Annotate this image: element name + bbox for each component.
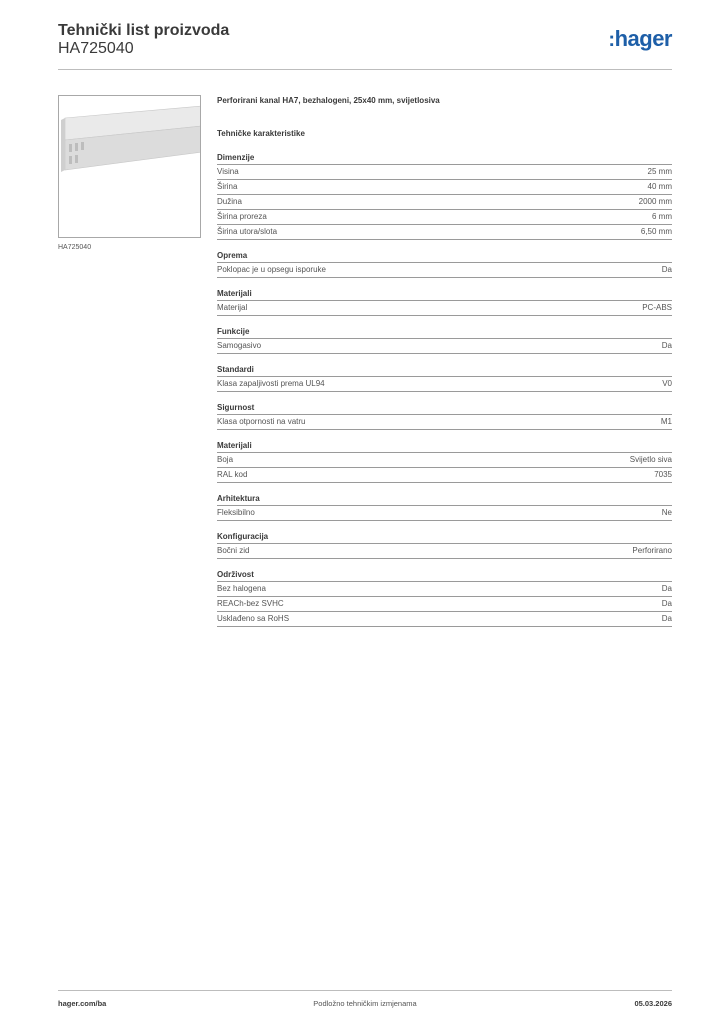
spec-group	[217, 530, 672, 559]
spec-group	[217, 568, 672, 627]
footer-notice: Podložno tehničkim izmjenama	[313, 999, 417, 1008]
spec-value: 6 mm	[652, 212, 672, 221]
spec-value: Da	[661, 584, 672, 593]
footer-website: hager.com/ba	[58, 999, 107, 1008]
spec-row	[217, 263, 672, 278]
spec-value: Perforirano	[632, 546, 672, 555]
spec-row	[217, 301, 672, 316]
spec-label: Visina	[217, 167, 239, 176]
spec-value: Svijetlo siva	[629, 455, 672, 464]
spec-row	[217, 180, 672, 195]
product-description: Perforirani kanal HA7, bezhalogeni, 25x40 mm, svijetlosiva	[217, 96, 440, 105]
spec-label: Poklopac je u opsegu isporuke	[217, 265, 326, 274]
spec-row	[217, 377, 672, 392]
spec-label: Bez halogena	[217, 584, 266, 593]
product-image	[58, 95, 201, 238]
spec-value: Da	[661, 599, 672, 608]
logo-text: hager	[614, 26, 672, 51]
spec-content	[217, 96, 672, 627]
group-title: Funkcije	[217, 325, 672, 339]
spec-label: Boja	[217, 455, 234, 464]
spec-group	[217, 439, 672, 483]
footer-date: 05.03.2026	[634, 999, 672, 1008]
spec-row	[217, 225, 672, 240]
spec-value: 7035	[654, 470, 672, 479]
spec-value: Da	[661, 265, 672, 274]
spec-row	[217, 453, 672, 468]
spec-row	[217, 468, 672, 483]
spec-value: M1	[660, 417, 672, 426]
page-footer	[58, 990, 672, 1008]
spec-value: PC-ABS	[642, 303, 672, 312]
group-title: Arhitektura	[217, 492, 672, 506]
spec-label: REACh-bez SVHC	[217, 599, 284, 608]
spec-label: Fleksibilno	[217, 508, 255, 517]
spec-label: Širina proreza	[217, 212, 267, 221]
spec-group	[217, 151, 672, 240]
spec-value: Da	[661, 614, 672, 623]
cable-duct-illustration	[59, 96, 201, 238]
section-title: Tehničke karakteristike	[217, 129, 305, 138]
spec-label: Bočni zid	[217, 546, 250, 555]
spec-label: Materijal	[217, 303, 248, 312]
spec-row	[217, 165, 672, 180]
spec-value: 40 mm	[647, 182, 672, 191]
spec-row	[217, 544, 672, 559]
spec-group	[217, 287, 672, 316]
spec-label: Samogasivo	[217, 341, 262, 350]
spec-value: Ne	[661, 508, 672, 517]
spec-row	[217, 582, 672, 597]
spec-row	[217, 210, 672, 225]
spec-value: 2000 mm	[638, 197, 672, 206]
spec-value: 6,50 mm	[640, 227, 672, 236]
document-title: Tehnički list proizvoda	[58, 22, 230, 39]
group-title: Materijali	[217, 287, 672, 301]
product-code: HA725040	[58, 40, 134, 57]
spec-row	[217, 506, 672, 521]
spec-value: Da	[661, 341, 672, 350]
hager-logo: :hager	[608, 26, 672, 51]
spec-value: 25 mm	[647, 167, 672, 176]
group-title: Dimenzije	[217, 151, 672, 165]
spec-row	[217, 612, 672, 627]
group-title: Oprema	[217, 249, 672, 263]
group-title: Održivost	[217, 568, 672, 582]
spec-row	[217, 597, 672, 612]
group-title: Sigurnost	[217, 401, 672, 415]
group-title: Konfiguracija	[217, 530, 672, 544]
spec-row	[217, 339, 672, 354]
spec-group	[217, 492, 672, 521]
group-title: Standardi	[217, 363, 672, 377]
spec-value: V0	[662, 379, 672, 388]
spec-group	[217, 401, 672, 430]
spec-row	[217, 415, 672, 430]
spec-label: RAL kod	[217, 470, 248, 479]
spec-label: Klasa otpornosti na vatru	[217, 417, 306, 426]
spec-group	[217, 363, 672, 392]
spec-label: Širina utora/slota	[217, 227, 278, 236]
spec-label: Dužina	[217, 197, 242, 206]
spec-group	[217, 249, 672, 278]
spec-label: Klasa zapaljivosti prema UL94	[217, 379, 325, 388]
spec-label: Širina	[217, 182, 238, 191]
spec-groups	[217, 151, 672, 627]
group-title: Materijali	[217, 439, 672, 453]
spec-row	[217, 195, 672, 210]
spec-group	[217, 325, 672, 354]
spec-label: Usklađeno sa RoHS	[217, 614, 290, 623]
image-caption: HA725040	[58, 244, 92, 251]
page-header	[58, 22, 672, 70]
